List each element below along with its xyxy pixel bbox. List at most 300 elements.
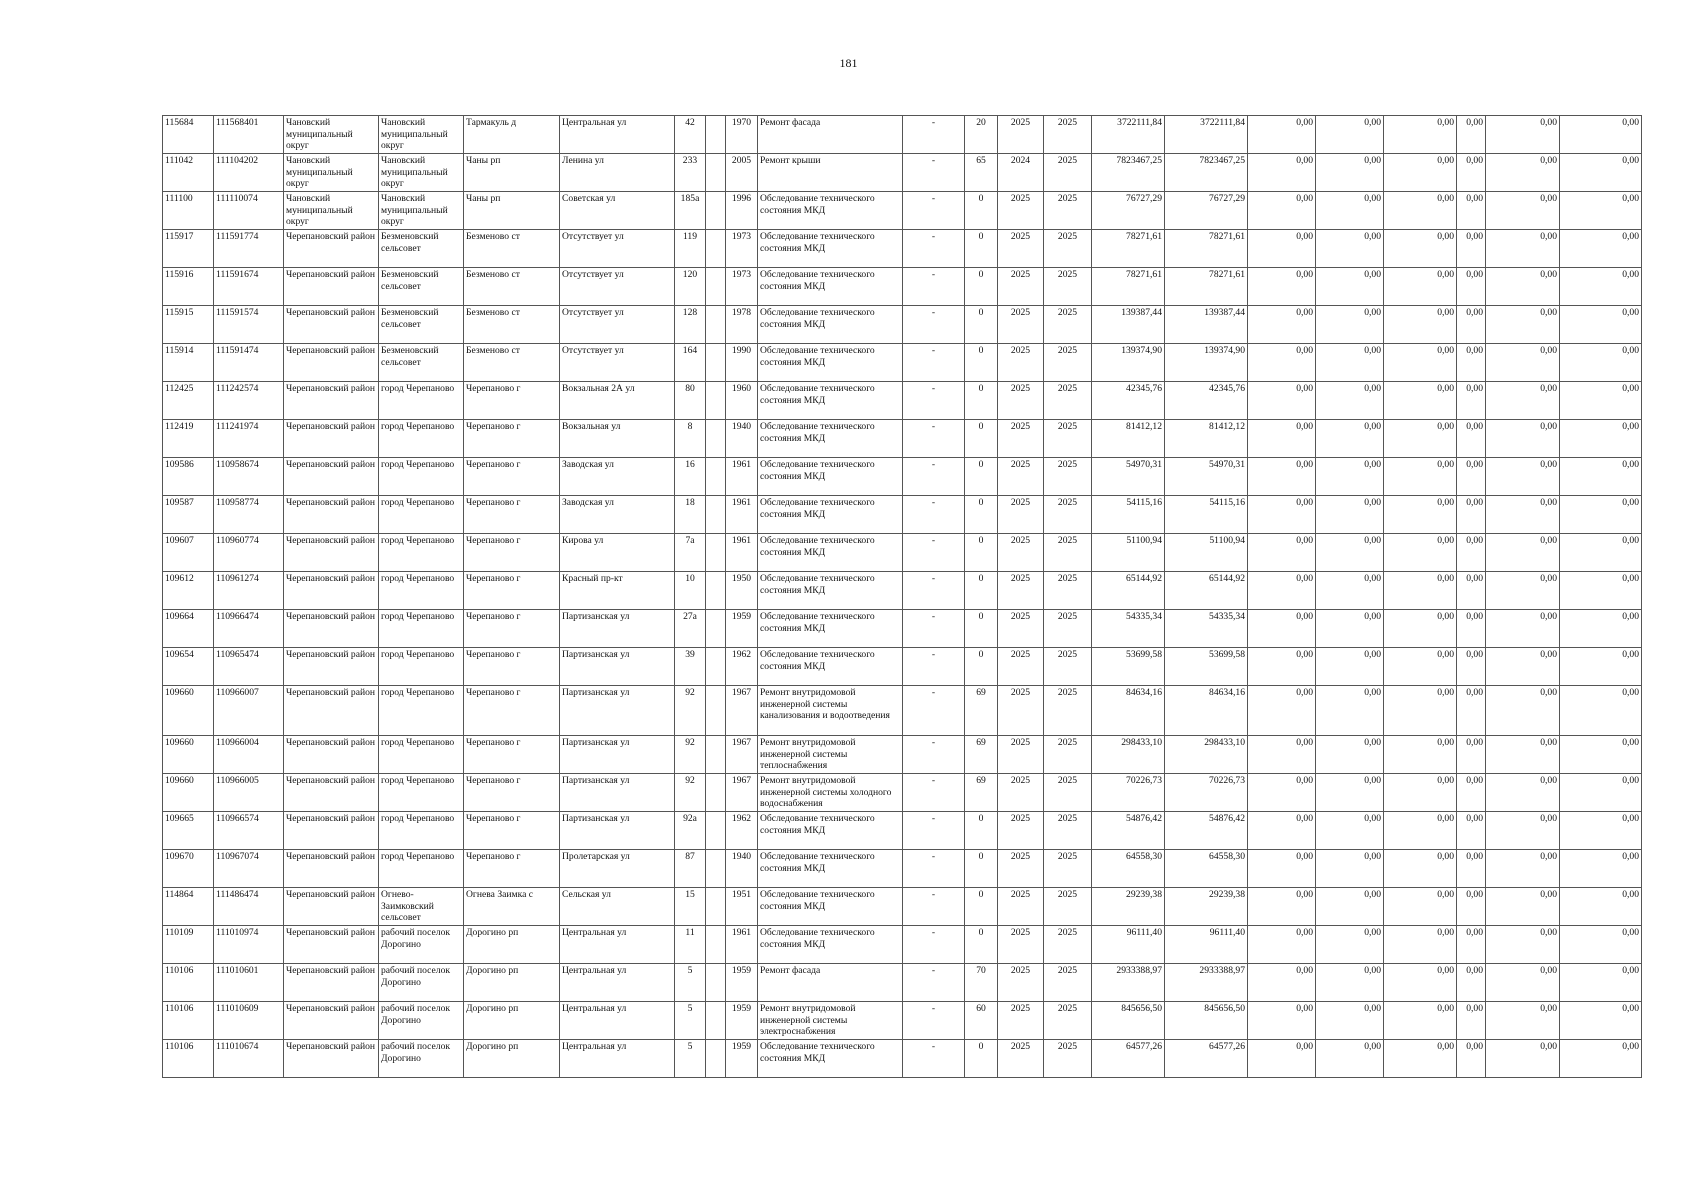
cell-district: Черепановский район: [284, 736, 379, 774]
cell-house-number: 15: [675, 888, 706, 926]
cell-cost-owners: 0,00: [1384, 192, 1457, 230]
cell-municipality: город Черепаново: [379, 572, 464, 610]
cell-total-cost: 29239,38: [1092, 888, 1165, 926]
cell-year-built: 1962: [726, 812, 758, 850]
table-row: [163, 344, 1642, 382]
cell-plan-year-end: 2025: [1044, 572, 1092, 610]
cell-district: Черепановский район: [284, 926, 379, 964]
cell-cost-owners: 0,00: [1384, 534, 1457, 572]
cell-plan-year-start: 2025: [998, 344, 1044, 382]
cell-cost-reserve: 0,00: [1486, 116, 1560, 154]
cell-settlement: Огнева Заимка с: [464, 888, 560, 926]
cell-municipality: рабочий поселок Дорогино: [379, 1002, 464, 1040]
cell-work-type: Ремонт внутридомовой инженерной системы канализования и водоотведения: [758, 686, 903, 736]
cell-street: Партизанская ул: [560, 774, 675, 812]
cell-plan-year-start: 2025: [998, 850, 1044, 888]
table-row: [163, 496, 1642, 534]
cell-cost-local: 0,00: [1316, 344, 1384, 382]
cell-wear-percent: 0: [965, 648, 998, 686]
cell-work-id: 111010974: [214, 926, 284, 964]
cell-house-number: 8: [675, 420, 706, 458]
cell-district: Черепановский район: [284, 306, 379, 344]
cell-cost-owners: 0,00: [1384, 736, 1457, 774]
cell-total-cost: 84634,16: [1092, 686, 1165, 736]
cell-plan-year-end: 2025: [1044, 812, 1092, 850]
cell-building-letter: [706, 774, 726, 812]
cell-work-id: 111568401: [214, 116, 284, 154]
cell-house-number: 92: [675, 686, 706, 736]
cell-work-type: Ремонт фасада: [758, 964, 903, 1002]
cell-work-type: Обследование технического состояния МКД: [758, 306, 903, 344]
cell-municipality: город Черепаново: [379, 774, 464, 812]
cell-cost-balance: 0,00: [1560, 648, 1642, 686]
cell-cost-balance: 0,00: [1560, 736, 1642, 774]
cell-plan-year-end: 2025: [1044, 1002, 1092, 1040]
cell-district: Черепановский район: [284, 686, 379, 736]
cell-cost-reserve: 0,00: [1486, 458, 1560, 496]
cell-district: Черепановский район: [284, 888, 379, 926]
cell-municipality: город Черепаново: [379, 850, 464, 888]
table-row: [163, 230, 1642, 268]
cell-total-cost: 845656,50: [1092, 1002, 1165, 1040]
cell-house-number: 128: [675, 306, 706, 344]
cell-plan-year-end: 2025: [1044, 230, 1092, 268]
cell-building-letter: [706, 572, 726, 610]
cell-plan-year-start: 2025: [998, 192, 1044, 230]
cell-object-id: 109660: [163, 736, 214, 774]
cell-settlement: Безменово ст: [464, 306, 560, 344]
cell-wear-percent: 0: [965, 268, 998, 306]
cell-cost-owners: 0,00: [1384, 812, 1457, 850]
cell-cost-balance: 0,00: [1560, 850, 1642, 888]
cell-street: Заводская ул: [560, 458, 675, 496]
cell-cost-other: 0,00: [1457, 154, 1486, 192]
cell-house-number: 164: [675, 344, 706, 382]
cell-cost-balance: 0,00: [1560, 192, 1642, 230]
cell-work-id: 111010609: [214, 1002, 284, 1040]
cell-plan-year-start: 2025: [998, 964, 1044, 1002]
cell-work-type: Обследование технического состояния МКД: [758, 420, 903, 458]
cell-total-cost: 51100,94: [1092, 534, 1165, 572]
cell-cost-federal: 0,00: [1248, 192, 1316, 230]
cell-work-type: Обследование технического состояния МКД: [758, 572, 903, 610]
cell-street: Пролетарская ул: [560, 850, 675, 888]
cell-building-letter: [706, 154, 726, 192]
cell-municipality: город Черепаново: [379, 496, 464, 534]
cell-work-type: Ремонт внутридомовой инженерной системы электроснабжения: [758, 1002, 903, 1040]
cell-work-id: 111010601: [214, 964, 284, 1002]
cell-municipality: город Черепаново: [379, 458, 464, 496]
cell-house-number: 87: [675, 850, 706, 888]
cell-cost-federal: 0,00: [1248, 850, 1316, 888]
cell-work-type: Обследование технического состояния МКД: [758, 610, 903, 648]
cell-cost-reserve: 0,00: [1486, 1002, 1560, 1040]
cell-cost-local: 0,00: [1316, 1002, 1384, 1040]
table-row: [163, 812, 1642, 850]
cell-street: Отсутствует ул: [560, 230, 675, 268]
cell-district: Черепановский район: [284, 458, 379, 496]
cell-street: Кирова ул: [560, 534, 675, 572]
cell-cost-owners: 0,00: [1384, 1002, 1457, 1040]
cell-work-id: 111242574: [214, 382, 284, 420]
cell-cost-regional: 298433,10: [1165, 736, 1248, 774]
cell-separator: -: [903, 736, 965, 774]
cell-separator: -: [903, 496, 965, 534]
cell-cost-owners: 0,00: [1384, 610, 1457, 648]
table-row: [163, 888, 1642, 926]
cell-cost-federal: 0,00: [1248, 812, 1316, 850]
cell-cost-regional: 51100,94: [1165, 534, 1248, 572]
cell-year-built: 1961: [726, 458, 758, 496]
cell-cost-local: 0,00: [1316, 774, 1384, 812]
cell-settlement: Черепаново г: [464, 610, 560, 648]
cell-cost-federal: 0,00: [1248, 888, 1316, 926]
cell-object-id: 109660: [163, 686, 214, 736]
cell-house-number: 80: [675, 382, 706, 420]
cell-work-id: 111486474: [214, 888, 284, 926]
cell-cost-local: 0,00: [1316, 382, 1384, 420]
cell-cost-balance: 0,00: [1560, 420, 1642, 458]
cell-year-built: 1967: [726, 774, 758, 812]
cell-separator: -: [903, 268, 965, 306]
cell-plan-year-start: 2025: [998, 1002, 1044, 1040]
cell-street: Советская ул: [560, 192, 675, 230]
cell-cost-local: 0,00: [1316, 534, 1384, 572]
cell-year-built: 2005: [726, 154, 758, 192]
cell-object-id: 109660: [163, 774, 214, 812]
cell-cost-local: 0,00: [1316, 230, 1384, 268]
cell-cost-local: 0,00: [1316, 850, 1384, 888]
cell-cost-balance: 0,00: [1560, 382, 1642, 420]
cell-year-built: 1940: [726, 850, 758, 888]
cell-district: Черепановский район: [284, 496, 379, 534]
table-row: [163, 774, 1642, 812]
cell-work-type: Обследование технического состояния МКД: [758, 812, 903, 850]
cell-street: Центральная ул: [560, 1002, 675, 1040]
cell-municipality: город Черепаново: [379, 648, 464, 686]
cell-settlement: Тармакуль д: [464, 116, 560, 154]
cell-street: Центральная ул: [560, 116, 675, 154]
table-row: [163, 648, 1642, 686]
table-row: [163, 154, 1642, 192]
cell-municipality: город Черепаново: [379, 420, 464, 458]
cell-cost-balance: 0,00: [1560, 686, 1642, 736]
cell-municipality: город Черепаново: [379, 610, 464, 648]
cell-plan-year-end: 2025: [1044, 686, 1092, 736]
cell-municipality: город Черепаново: [379, 686, 464, 736]
cell-wear-percent: 0: [965, 230, 998, 268]
cell-object-id: 110106: [163, 1002, 214, 1040]
cell-plan-year-end: 2025: [1044, 344, 1092, 382]
cell-separator: -: [903, 420, 965, 458]
cell-cost-other: 0,00: [1457, 496, 1486, 534]
cell-plan-year-start: 2025: [998, 382, 1044, 420]
cell-district: Черепановский район: [284, 812, 379, 850]
cell-total-cost: 54335,34: [1092, 610, 1165, 648]
cell-cost-owners: 0,00: [1384, 154, 1457, 192]
cell-year-built: 1960: [726, 382, 758, 420]
cell-wear-percent: 0: [965, 850, 998, 888]
cell-municipality: рабочий поселок Дорогино: [379, 1040, 464, 1078]
cell-settlement: Дорогино рп: [464, 1002, 560, 1040]
cell-wear-percent: 0: [965, 534, 998, 572]
cell-plan-year-end: 2025: [1044, 610, 1092, 648]
cell-wear-percent: 0: [965, 382, 998, 420]
cell-cost-balance: 0,00: [1560, 572, 1642, 610]
cell-building-letter: [706, 736, 726, 774]
cell-plan-year-start: 2025: [998, 230, 1044, 268]
cell-municipality: Чановский муниципальный округ: [379, 192, 464, 230]
cell-cost-federal: 0,00: [1248, 964, 1316, 1002]
cell-district: Черепановский район: [284, 268, 379, 306]
cell-cost-owners: 0,00: [1384, 888, 1457, 926]
cell-year-built: 1940: [726, 420, 758, 458]
cell-object-id: 109586: [163, 458, 214, 496]
cell-total-cost: 96111,40: [1092, 926, 1165, 964]
cell-cost-other: 0,00: [1457, 850, 1486, 888]
cell-street: Партизанская ул: [560, 812, 675, 850]
cell-plan-year-end: 2025: [1044, 964, 1092, 1002]
cell-cost-owners: 0,00: [1384, 230, 1457, 268]
table-row: [163, 964, 1642, 1002]
cell-wear-percent: 0: [965, 420, 998, 458]
cell-year-built: 1978: [726, 306, 758, 344]
cell-object-id: 109607: [163, 534, 214, 572]
cell-cost-federal: 0,00: [1248, 736, 1316, 774]
cell-settlement: Черепаново г: [464, 648, 560, 686]
cell-total-cost: 64577,26: [1092, 1040, 1165, 1078]
cell-work-id: 111110074: [214, 192, 284, 230]
cell-cost-owners: 0,00: [1384, 496, 1457, 534]
cell-house-number: 11: [675, 926, 706, 964]
cell-separator: -: [903, 1040, 965, 1078]
cell-cost-local: 0,00: [1316, 1040, 1384, 1078]
cell-settlement: Черепаново г: [464, 686, 560, 736]
cell-building-letter: [706, 888, 726, 926]
cell-cost-reserve: 0,00: [1486, 774, 1560, 812]
cell-cost-owners: 0,00: [1384, 686, 1457, 736]
cell-object-id: 115684: [163, 116, 214, 154]
cell-total-cost: 81412,12: [1092, 420, 1165, 458]
cell-cost-federal: 0,00: [1248, 382, 1316, 420]
cell-street: Сельская ул: [560, 888, 675, 926]
cell-building-letter: [706, 686, 726, 736]
cell-wear-percent: 0: [965, 192, 998, 230]
cell-district: Черепановский район: [284, 344, 379, 382]
cell-object-id: 109670: [163, 850, 214, 888]
table-row: [163, 1040, 1642, 1078]
table-row: [163, 572, 1642, 610]
cell-settlement: Черепаново г: [464, 458, 560, 496]
cell-cost-other: 0,00: [1457, 774, 1486, 812]
cell-building-letter: [706, 382, 726, 420]
cell-plan-year-start: 2025: [998, 1040, 1044, 1078]
cell-plan-year-start: 2025: [998, 534, 1044, 572]
cell-separator: -: [903, 1002, 965, 1040]
cell-municipality: Чановский муниципальный округ: [379, 116, 464, 154]
cell-work-type: Обследование технического состояния МКД: [758, 268, 903, 306]
cell-cost-balance: 0,00: [1560, 230, 1642, 268]
cell-cost-federal: 0,00: [1248, 306, 1316, 344]
cell-object-id: 110106: [163, 1040, 214, 1078]
cell-district: Черепановский район: [284, 774, 379, 812]
cell-object-id: 111100: [163, 192, 214, 230]
cell-cost-regional: 81412,12: [1165, 420, 1248, 458]
cell-cost-regional: 64577,26: [1165, 1040, 1248, 1078]
cell-cost-other: 0,00: [1457, 116, 1486, 154]
cell-total-cost: 54876,42: [1092, 812, 1165, 850]
cell-cost-federal: 0,00: [1248, 572, 1316, 610]
cell-settlement: Черепаново г: [464, 420, 560, 458]
cell-wear-percent: 0: [965, 306, 998, 344]
cell-cost-other: 0,00: [1457, 534, 1486, 572]
cell-work-id: 111591474: [214, 344, 284, 382]
cell-object-id: 109587: [163, 496, 214, 534]
cell-object-id: 114864: [163, 888, 214, 926]
cell-street: Центральная ул: [560, 1040, 675, 1078]
cell-total-cost: 76727,29: [1092, 192, 1165, 230]
cell-separator: -: [903, 306, 965, 344]
cell-cost-reserve: 0,00: [1486, 610, 1560, 648]
cell-building-letter: [706, 420, 726, 458]
table-row: [163, 116, 1642, 154]
cell-house-number: 39: [675, 648, 706, 686]
cell-cost-local: 0,00: [1316, 572, 1384, 610]
cell-district: Черепановский район: [284, 572, 379, 610]
cell-work-type: Обследование технического состояния МКД: [758, 926, 903, 964]
cell-street: Ленина ул: [560, 154, 675, 192]
cell-settlement: Дорогино рп: [464, 926, 560, 964]
cell-work-id: 110958774: [214, 496, 284, 534]
cell-municipality: Безменовский сельсовет: [379, 268, 464, 306]
cell-plan-year-start: 2025: [998, 648, 1044, 686]
cell-separator: -: [903, 648, 965, 686]
cell-total-cost: 2933388,97: [1092, 964, 1165, 1002]
cell-cost-local: 0,00: [1316, 736, 1384, 774]
cell-wear-percent: 69: [965, 686, 998, 736]
cell-cost-reserve: 0,00: [1486, 686, 1560, 736]
cell-cost-local: 0,00: [1316, 154, 1384, 192]
cell-year-built: 1961: [726, 496, 758, 534]
cell-cost-reserve: 0,00: [1486, 736, 1560, 774]
cell-work-id: 110961274: [214, 572, 284, 610]
cell-total-cost: 54970,31: [1092, 458, 1165, 496]
cell-plan-year-end: 2025: [1044, 534, 1092, 572]
cell-separator: -: [903, 964, 965, 1002]
cell-settlement: Черепаново г: [464, 572, 560, 610]
cell-cost-regional: 76727,29: [1165, 192, 1248, 230]
cell-building-letter: [706, 648, 726, 686]
cell-object-id: 109612: [163, 572, 214, 610]
cell-plan-year-end: 2025: [1044, 1040, 1092, 1078]
cell-separator: -: [903, 192, 965, 230]
cell-house-number: 27а: [675, 610, 706, 648]
cell-work-id: 111241974: [214, 420, 284, 458]
cell-plan-year-start: 2025: [998, 774, 1044, 812]
cell-cost-federal: 0,00: [1248, 534, 1316, 572]
cell-cost-balance: 0,00: [1560, 534, 1642, 572]
cell-settlement: Черепаново г: [464, 812, 560, 850]
cell-work-id: 110966004: [214, 736, 284, 774]
cell-cost-balance: 0,00: [1560, 1040, 1642, 1078]
cell-work-type: Обследование технического состояния МКД: [758, 534, 903, 572]
cell-work-type: Ремонт фасада: [758, 116, 903, 154]
cell-total-cost: 139387,44: [1092, 306, 1165, 344]
cell-plan-year-start: 2025: [998, 926, 1044, 964]
cell-work-type: Обследование технического состояния МКД: [758, 230, 903, 268]
cell-cost-other: 0,00: [1457, 268, 1486, 306]
cell-cost-regional: 70226,73: [1165, 774, 1248, 812]
cell-total-cost: 64558,30: [1092, 850, 1165, 888]
cell-cost-local: 0,00: [1316, 686, 1384, 736]
cell-house-number: 233: [675, 154, 706, 192]
cell-cost-reserve: 0,00: [1486, 812, 1560, 850]
cell-house-number: 18: [675, 496, 706, 534]
cell-separator: -: [903, 850, 965, 888]
cell-cost-balance: 0,00: [1560, 964, 1642, 1002]
cell-year-built: 1961: [726, 534, 758, 572]
cell-wear-percent: 0: [965, 610, 998, 648]
cell-cost-federal: 0,00: [1248, 610, 1316, 648]
cell-cost-local: 0,00: [1316, 610, 1384, 648]
cell-settlement: Чаны рп: [464, 154, 560, 192]
cell-wear-percent: 0: [965, 812, 998, 850]
cell-work-id: 111104202: [214, 154, 284, 192]
cell-cost-local: 0,00: [1316, 192, 1384, 230]
cell-cost-other: 0,00: [1457, 812, 1486, 850]
cell-plan-year-end: 2025: [1044, 154, 1092, 192]
cell-settlement: Черепаново г: [464, 850, 560, 888]
cell-cost-regional: 64558,30: [1165, 850, 1248, 888]
cell-cost-owners: 0,00: [1384, 116, 1457, 154]
cell-cost-owners: 0,00: [1384, 850, 1457, 888]
cell-house-number: 16: [675, 458, 706, 496]
cell-settlement: Дорогино рп: [464, 964, 560, 1002]
cell-cost-balance: 0,00: [1560, 926, 1642, 964]
cell-cost-reserve: 0,00: [1486, 1040, 1560, 1078]
cell-cost-local: 0,00: [1316, 306, 1384, 344]
cell-building-letter: [706, 268, 726, 306]
cell-year-built: 1973: [726, 268, 758, 306]
cell-plan-year-end: 2025: [1044, 774, 1092, 812]
cell-house-number: 92а: [675, 812, 706, 850]
cell-district: Черепановский район: [284, 382, 379, 420]
cell-cost-other: 0,00: [1457, 382, 1486, 420]
cell-plan-year-end: 2025: [1044, 648, 1092, 686]
cell-year-built: 1973: [726, 230, 758, 268]
cell-work-id: 110960774: [214, 534, 284, 572]
cell-cost-local: 0,00: [1316, 926, 1384, 964]
cell-cost-regional: 54115,16: [1165, 496, 1248, 534]
table-row: [163, 610, 1642, 648]
cell-cost-regional: 54876,42: [1165, 812, 1248, 850]
cell-plan-year-start: 2025: [998, 610, 1044, 648]
cell-work-type: Обследование технического состояния МКД: [758, 1040, 903, 1078]
cell-street: Отсутствует ул: [560, 344, 675, 382]
cell-cost-reserve: 0,00: [1486, 344, 1560, 382]
cell-work-type: Обследование технического состояния МКД: [758, 496, 903, 534]
cell-plan-year-start: 2024: [998, 154, 1044, 192]
cell-building-letter: [706, 230, 726, 268]
cell-year-built: 1996: [726, 192, 758, 230]
cell-settlement: Черепаново г: [464, 382, 560, 420]
cell-cost-regional: 65144,92: [1165, 572, 1248, 610]
cell-district: Черепановский район: [284, 1002, 379, 1040]
cell-year-built: 1959: [726, 610, 758, 648]
cell-cost-federal: 0,00: [1248, 458, 1316, 496]
cell-cost-reserve: 0,00: [1486, 382, 1560, 420]
cell-settlement: Черепаново г: [464, 774, 560, 812]
